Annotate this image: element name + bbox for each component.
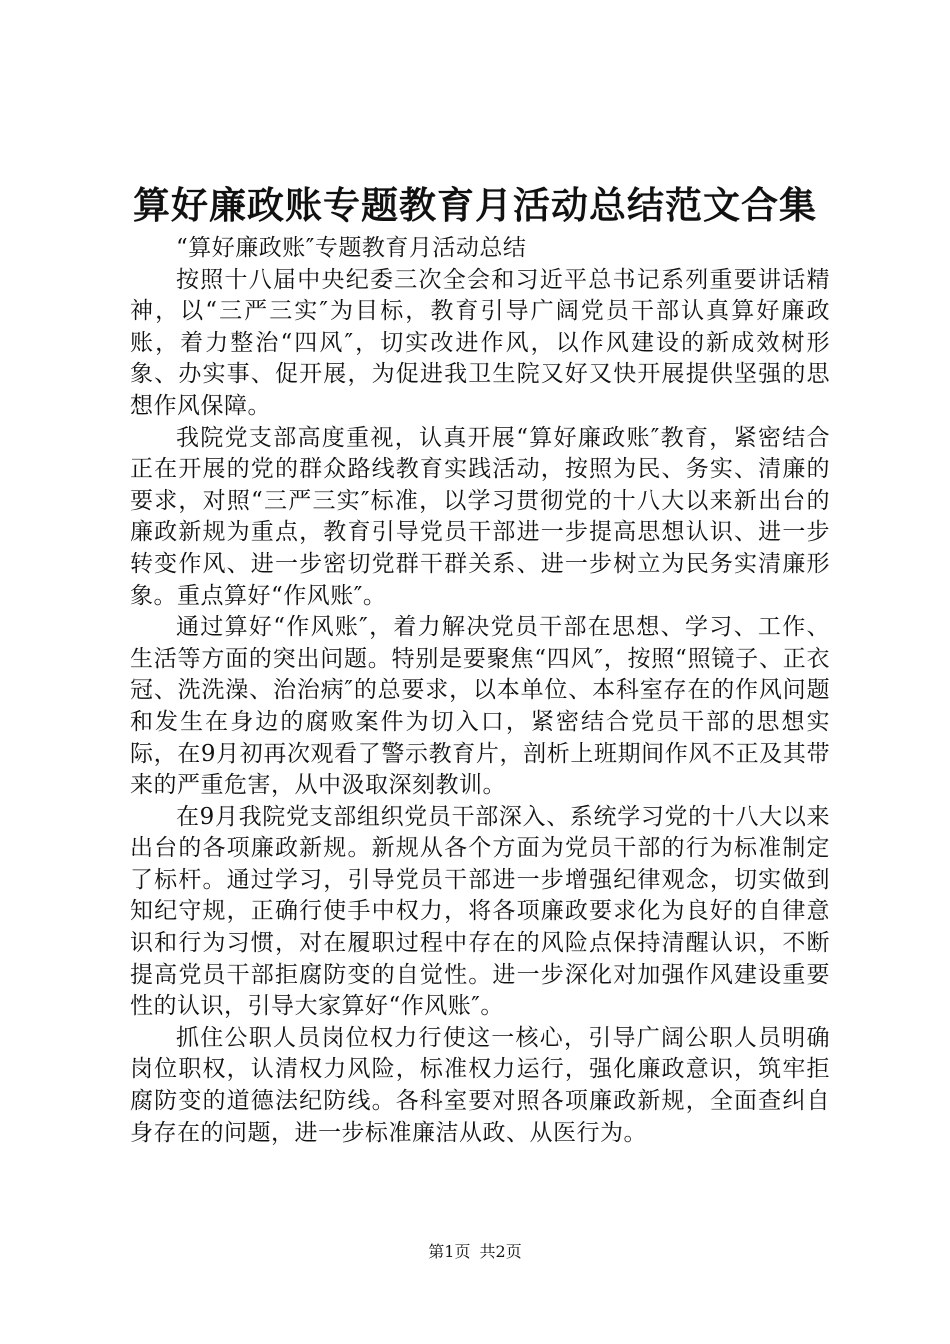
page-total: 共2页 (479, 1242, 522, 1261)
body-paragraph: 按照十八届中央纪委三次全会和习近平总书记系列重要讲话精神，以“三严三实″为目标，教育引导广阔党员干部认真算好廉政账，着力整治“四风″，切实改进作风，以作风建设的新成效树形象、办实事、促开展，为促进我卫生院又好又快开展提供坚强的思想作风保障。 (130, 266, 830, 419)
body-paragraph: 抓住公职人员岗位权力行使这一核心，引导广阔公职人员明确岗位职权，认清权力风险，标准权力运行，强化廉政意识，筑牢拒腐防变的道德法纪防线。各科室要对照各项廉政新规，全面查纠自身存在的问题，进一步标准廉洁从政、从医行为。 (130, 1024, 830, 1146)
document-title: 算好廉政账专题教育月活动总结范文合集 (133, 183, 817, 227)
page-number: 第1页 (428, 1242, 471, 1261)
subtitle-paragraph: “算好廉政账″专题教育月活动总结 (176, 235, 527, 261)
body-paragraph: 我院党支部高度重视，认真开展“算好廉政账″教育，紧密结合正在开展的党的群众路线教育实践活动，按照为民、务实、清廉的要求，对照“三严三实″标准，以学习贯彻党的十八大以来新出台的廉政新规为重点，教育引导党员干部进一步提高思想认识、进一步转变作风、进一步密切党群干群关系、进一步树立为民务实清廉形象。重点算好“作风账″。 (130, 424, 830, 609)
document-body (130, 233, 830, 1149)
page-footer (0, 1242, 950, 1262)
body-paragraph: 在9月我院党支部组织党员干部深入、系统学习党的十八大以来出台的各项廉政新规。新规从各个方面为党员干部的行为标准制定了标杆。通过学习，引导党员干部进一步增强纪律观念，切实做到知纪守规，正确行使手中权力，将各项廉政要求化为良好的自律意识和行为习惯，对在履职过程中存在的风险点保持清醒认识，不断提高党员干部拒腐防变的自觉性。进一步深化对加强作风建设重要性的认识，引导大家算好“作风账″。 (130, 803, 830, 1020)
body-paragraph: 通过算好“作风账″，着力解决党员干部在思想、学习、工作、生活等方面的突出问题。特别是要聚焦“四风″，按照“照镜子、正衣冠、洗洗澡、治治病″的总要求，以本单位、本科室存在的作风问题和发生在身边的腐败案件为切入口，紧密结合党员干部的思想实际，在9月初再次观看了警示教育片，剖析上班期间作风不正及其带来的严重危害，从中汲取深刻教训。 (130, 614, 830, 799)
